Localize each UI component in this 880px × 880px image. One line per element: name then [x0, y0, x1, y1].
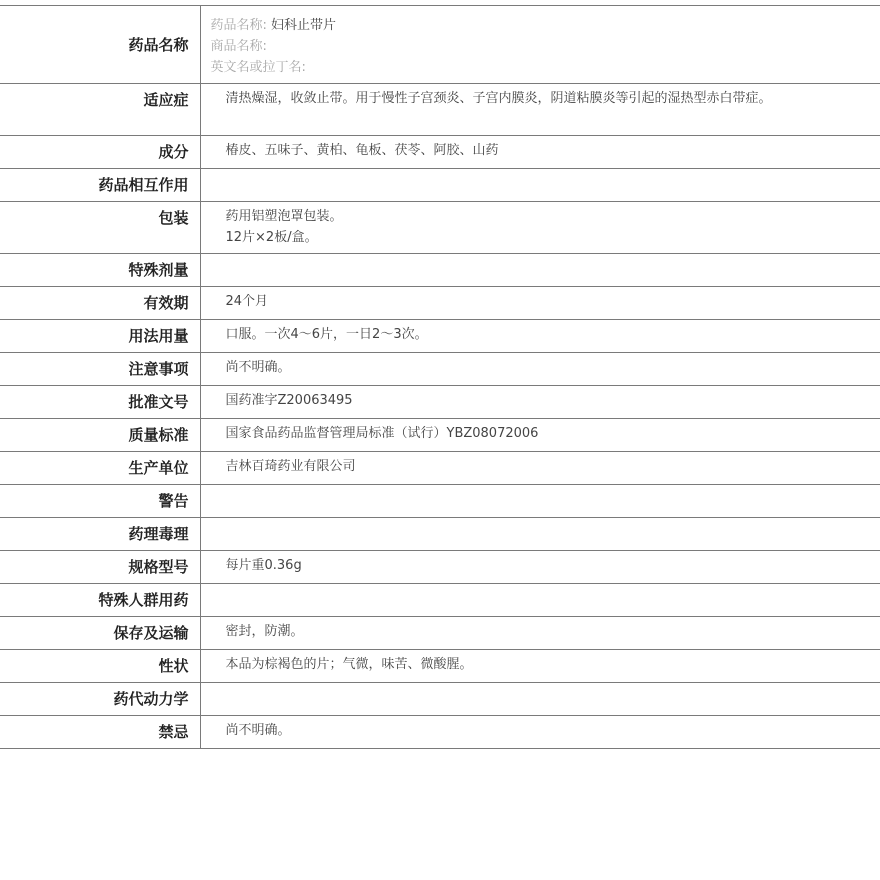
value-line: 24个月 — [225, 294, 269, 309]
row-label: 保存及运输 — [0, 617, 200, 650]
row-quality-standard — [0, 419, 880, 452]
row-label: 药代动力学 — [0, 683, 200, 716]
trade-name-label: 商品名称: — [210, 39, 267, 54]
row-value — [200, 202, 880, 254]
row-special-populations — [0, 584, 880, 617]
row-indications — [0, 84, 880, 136]
value-line: 椿皮、五味子、黄柏、龟板、茯苓、阿胶、山药 — [225, 143, 499, 158]
row-pharmacology — [0, 518, 880, 551]
row-label: 特殊人群用药 — [0, 584, 200, 617]
generic-name-value: 妇科止带片 — [271, 18, 337, 33]
drug-info-table — [0, 5, 880, 749]
value-line: 尚不明确。 — [225, 360, 291, 375]
row-pharmacokinetics — [0, 683, 880, 716]
trade-name-line — [211, 36, 791, 57]
value-line: 口服。一次4～6片，一日2～3次。 — [225, 327, 428, 342]
value-line: 尚不明确。 — [225, 723, 291, 738]
row-contraindications — [0, 716, 880, 749]
row-ingredients — [0, 136, 880, 169]
value-line: 清热燥湿，收敛止带。用于慢性子宫颈炎、子宫内膜炎，阴道粘膜炎等引起的湿热型赤白带症。 — [225, 91, 772, 106]
row-value — [200, 716, 880, 749]
row-label: 药品名称 — [0, 6, 200, 84]
row-label: 警告 — [0, 485, 200, 518]
row-value — [200, 287, 880, 320]
row-description — [0, 650, 880, 683]
row-value — [200, 518, 880, 551]
row-storage — [0, 617, 880, 650]
row-value — [200, 650, 880, 683]
row-label: 用法用量 — [0, 320, 200, 353]
row-label: 药理毒理 — [0, 518, 200, 551]
row-label: 质量标准 — [0, 419, 200, 452]
row-label: 特殊剂量 — [0, 254, 200, 287]
row-value — [200, 617, 880, 650]
row-label: 性状 — [0, 650, 200, 683]
row-value — [200, 353, 880, 386]
row-value — [200, 169, 880, 202]
row-value — [200, 386, 880, 419]
english-name-label: 英文名或拉丁名: — [210, 60, 306, 75]
row-expiry — [0, 287, 880, 320]
row-drug-name — [0, 6, 880, 84]
row-precautions — [0, 353, 880, 386]
row-label: 禁忌 — [0, 716, 200, 749]
row-warning — [0, 485, 880, 518]
value-line: 国药准字Z20063495 — [225, 393, 353, 408]
row-value — [200, 419, 880, 452]
row-specification — [0, 551, 880, 584]
value-line: 每片重0.36g — [225, 558, 302, 573]
value-line: 12片×2板/盒。 — [225, 230, 318, 245]
row-label: 有效期 — [0, 287, 200, 320]
english-name-line — [211, 57, 791, 78]
row-interactions — [0, 169, 880, 202]
row-value — [200, 551, 880, 584]
value-line: 密封，防潮。 — [225, 624, 304, 639]
row-approval-number — [0, 386, 880, 419]
row-value — [200, 136, 880, 169]
value-line: 药用铝塑泡罩包装。 — [225, 209, 343, 224]
value-line: 吉林百琦药业有限公司 — [225, 459, 356, 474]
row-label: 批准文号 — [0, 386, 200, 419]
row-label: 生产单位 — [0, 452, 200, 485]
row-label: 适应症 — [0, 84, 200, 136]
row-label: 药品相互作用 — [0, 169, 200, 202]
row-value — [200, 485, 880, 518]
row-dosage — [0, 320, 880, 353]
row-manufacturer — [0, 452, 880, 485]
row-packaging — [0, 202, 880, 254]
row-label: 包装 — [0, 202, 200, 254]
row-special-dosage — [0, 254, 880, 287]
generic-name-label: 药品名称: — [210, 18, 267, 33]
row-value — [200, 254, 880, 287]
row-value — [200, 452, 880, 485]
row-value — [200, 683, 880, 716]
row-label: 规格型号 — [0, 551, 200, 584]
row-label: 注意事项 — [0, 353, 200, 386]
value-line: 国家食品药品监督管理局标准（试行）YBZ08072006 — [225, 426, 539, 441]
row-value — [200, 584, 880, 617]
row-value — [200, 84, 880, 136]
row-value — [200, 320, 880, 353]
drug-names-cell — [200, 6, 880, 84]
value-line: 本品为棕褐色的片；气微，味苦、微酸腥。 — [225, 657, 473, 672]
generic-name-line — [211, 15, 791, 36]
row-label: 成分 — [0, 136, 200, 169]
